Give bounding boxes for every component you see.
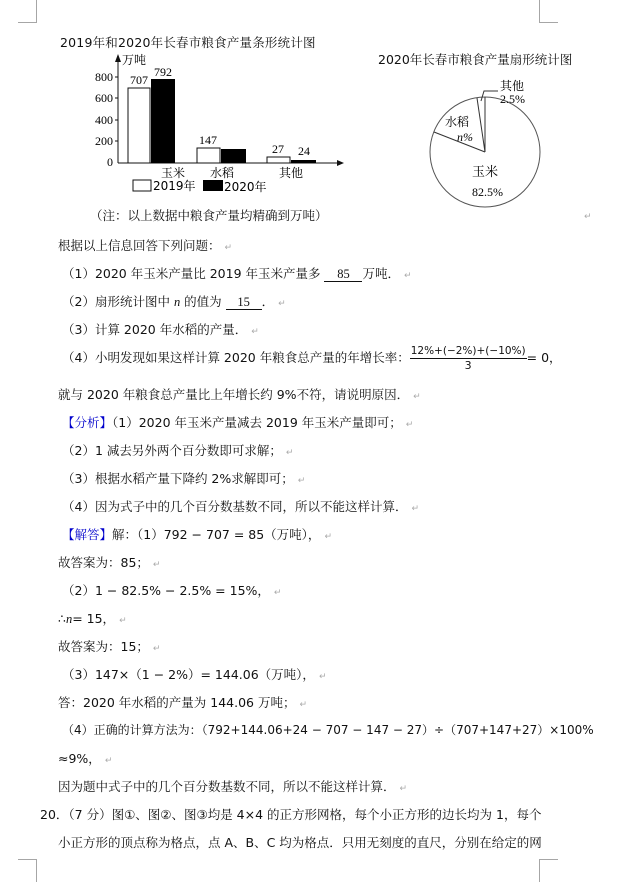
pie-chart: [420, 70, 570, 220]
svg-text:400: 400: [95, 113, 113, 127]
pie-value-corn: 82.5%: [472, 185, 503, 199]
chart-note: （注：以上数据中粮食产量均精确到万吨）: [90, 208, 328, 223]
svg-text:800: 800: [95, 70, 113, 84]
pie-value-rice: n%: [457, 130, 473, 144]
question-intro: 根据以上信息回答下列问题： ↵: [58, 238, 233, 253]
bar-other-2019: [267, 157, 290, 163]
svg-text:707: 707: [130, 73, 148, 87]
question-2: （2）扇形统计图中 n 的值为 15 ． ↵: [62, 294, 286, 309]
crop-mark-top-right: [539, 0, 558, 23]
question-3: （3）计算 2020 年水稻的产量． ↵: [62, 322, 259, 337]
solution-2: （2）1 − 82.5% − 2.5% = 15%， ↵: [62, 583, 282, 598]
question-4-continued: 就与 2020 年粮食总产量比上年增长约 9%不符，请说明原因． ↵: [58, 387, 421, 402]
bar-corn-2019: [128, 88, 150, 163]
svg-text:200: 200: [95, 134, 113, 148]
legend-2020-swatch: [203, 180, 223, 191]
analysis-4: （4）因为式子中的几个百分数基数不同，所以不能这样计算． ↵: [62, 499, 420, 514]
bar-rice-2019: [197, 148, 220, 163]
crop-mark-bottom-left: [18, 859, 37, 882]
bar-other-2020: [291, 160, 316, 163]
growth-rate-fraction: $\frac{12\%+(-2\%)+(-10\%)}{3}$: [410, 345, 526, 372]
bar-corn-2020: [151, 79, 175, 163]
svg-text:792: 792: [154, 65, 172, 79]
svg-text:600: 600: [95, 91, 113, 105]
pie-value-other: 2.5%: [500, 92, 525, 106]
bar-chart: [60, 50, 360, 200]
bar-chart-title: 2019年和2020年长春市粮食产量条形统计图: [60, 35, 316, 50]
solution-2-therefore: ∴n= 15， ↵: [58, 611, 127, 626]
svg-text:0: 0: [107, 155, 113, 169]
solution-1-answer: 故答案为：85； ↵: [58, 555, 161, 570]
crop-mark-bottom-right: [539, 859, 558, 882]
paragraph-mark: ↵: [584, 212, 592, 222]
pie-label-rice: 水稻: [445, 115, 470, 129]
solution-4-continued: ≈9%， ↵: [58, 751, 113, 766]
question-20-line-2: 小正方形的顶点称为格点，点 A、B、C 均为格点．只用无刻度的直尺，分别在给定的网: [58, 835, 542, 850]
svg-text:27: 27: [272, 142, 284, 156]
svg-text:24: 24: [298, 144, 310, 158]
analysis-3: （3）根据水稻产量下降约 2%求解即可； ↵: [62, 471, 306, 486]
analysis-2: （2）1 减去另外两个百分数即可求解； ↵: [62, 443, 294, 458]
category-rice: 水稻: [209, 166, 235, 180]
pie-chart-title: 2020年长春市粮食产量扇形统计图: [378, 52, 573, 67]
svg-text:147: 147: [199, 133, 217, 147]
bar-rice-2020: [221, 149, 246, 163]
legend-2020-label: 2020年: [224, 180, 267, 194]
question-4: （4）小明发现如果这样计算 2020 年粮食总产量的年增长率： $\frac{12\%+(-2\%)+(-10\%)}{3}$ = 0，: [62, 345, 562, 372]
pie-label-other: 其他: [500, 79, 525, 93]
category-other: 其他: [278, 166, 304, 180]
answer-blank-2: 15: [226, 296, 262, 310]
solution-4-reason: 因为题中式子中的几个百分数基数不同，所以不能这样计算． ↵: [58, 779, 408, 794]
category-corn: 玉米: [160, 166, 186, 180]
question-20-line-1: 20．（7 分）图①、图②、图③均是 4×4 的正方形网格，每个小正方形的边长均为 1，每个: [40, 807, 542, 822]
solution-3-answer: 答：2020 年水稻的产量为 144.06 万吨； ↵: [58, 695, 308, 710]
analysis-tag: 【分析】: [62, 415, 113, 430]
pie-label-corn: 玉米: [472, 165, 499, 180]
legend-2019-label: 2019年: [153, 179, 196, 193]
legend-2019-swatch: [133, 180, 151, 191]
answer-blank-1: 85: [324, 268, 362, 282]
crop-mark-top-left: [18, 0, 37, 23]
solution-3: （3）147×（1 − 2%）= 144.06（万吨）， ↵: [62, 667, 327, 682]
question-1: （1）2020 年玉米产量比 2019 年玉米产量多 85 万吨． ↵: [62, 266, 412, 281]
analysis-1: 【分析】（1）2020 年玉米产量减去 2019 年玉米产量即可； ↵: [62, 415, 414, 430]
y-unit-label: 万吨: [122, 53, 147, 67]
solution-2-answer: 故答案为：15； ↵: [58, 639, 161, 654]
solution-4: （4）正确的计算方法为：（792+144.06+24 − 707 − 147 − 27）÷（707+147+27）×100%: [62, 723, 594, 737]
question-number: 20．: [40, 807, 69, 822]
solution-1: 【解答】解：（1）792 − 707 = 85（万吨）， ↵: [62, 527, 332, 542]
solution-tag: 【解答】: [62, 527, 113, 542]
